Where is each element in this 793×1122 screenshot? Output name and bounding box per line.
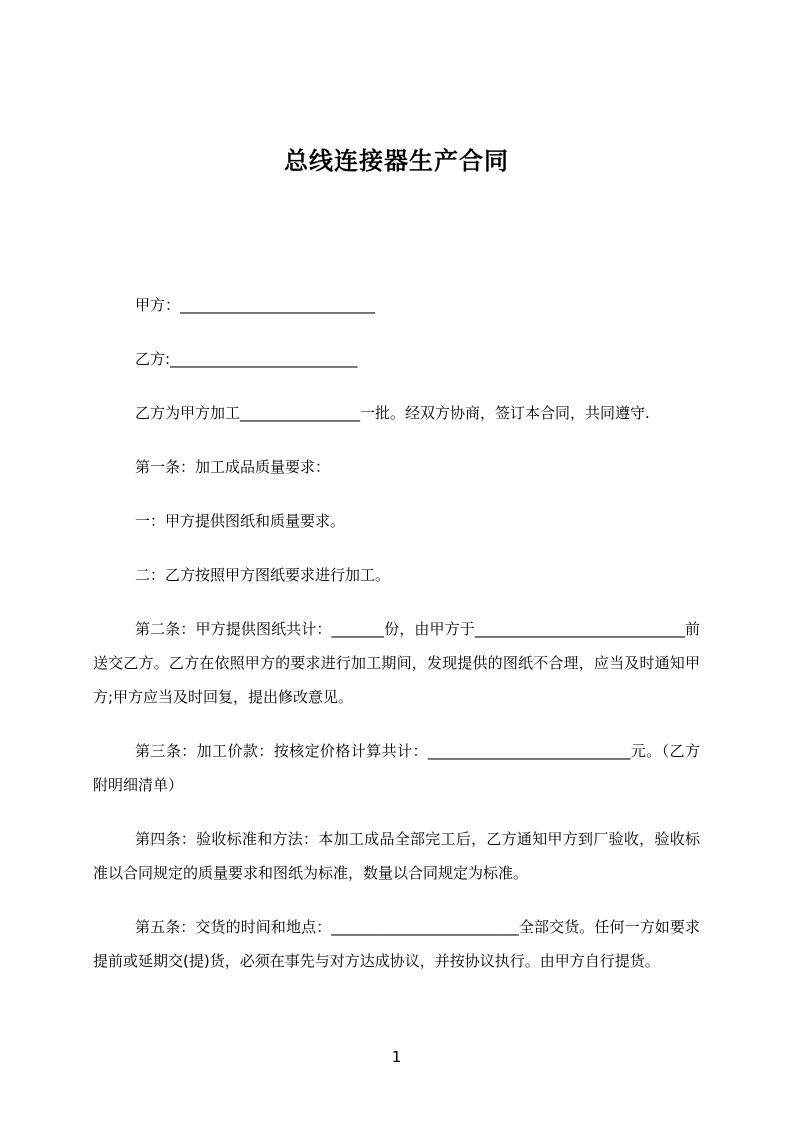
intro-clause: 乙方为甲方加工________________一批。经双方协商，签订本合同，共同遵守. xyxy=(135,404,650,422)
party-b-line: 乙方:_________________________ xyxy=(135,350,358,368)
clause-5: 第五条：交货的时间和地点：_________________________全部交货。任何一方如要求提前或延期交(提)货，必须在事先与对方达成协议，并按协议执行。由甲方自行提货。 xyxy=(93,918,700,970)
document-title: 总线连接器生产合同 xyxy=(284,147,509,175)
party-a-line: 甲方：__________________________ xyxy=(135,296,376,314)
clause-1-item-2: 二：乙方按照甲方图纸要求进行加工。 xyxy=(135,566,391,584)
clause-3: 第三条：加工价款：按核定价格计算共计：___________________________元。（乙方附明细清单） xyxy=(93,742,700,794)
document-body xyxy=(93,288,700,978)
clause-4: 第四条：验收标准和方法：本加工成品全部完工后，乙方通知甲方到厂验收，验收标准以合同规定的质量要求和图纸为标准，数量以合同规定为标准。 xyxy=(93,830,700,882)
clause-1-heading: 第一条：加工成品质量要求： xyxy=(135,458,331,476)
clause-2: 第二条：甲方提供图纸共计：_______份，由甲方于____________________________前送交乙方。乙方在依照甲方的要求进行加工期间，发现提供的图纸不合理，应当及时通知甲方;甲方应当及时回复，提出修改意见。 xyxy=(93,620,700,706)
clause-1-item-1: 一：甲方提供图纸和质量要求。 xyxy=(135,512,346,530)
page-number: 1 xyxy=(391,1048,402,1066)
